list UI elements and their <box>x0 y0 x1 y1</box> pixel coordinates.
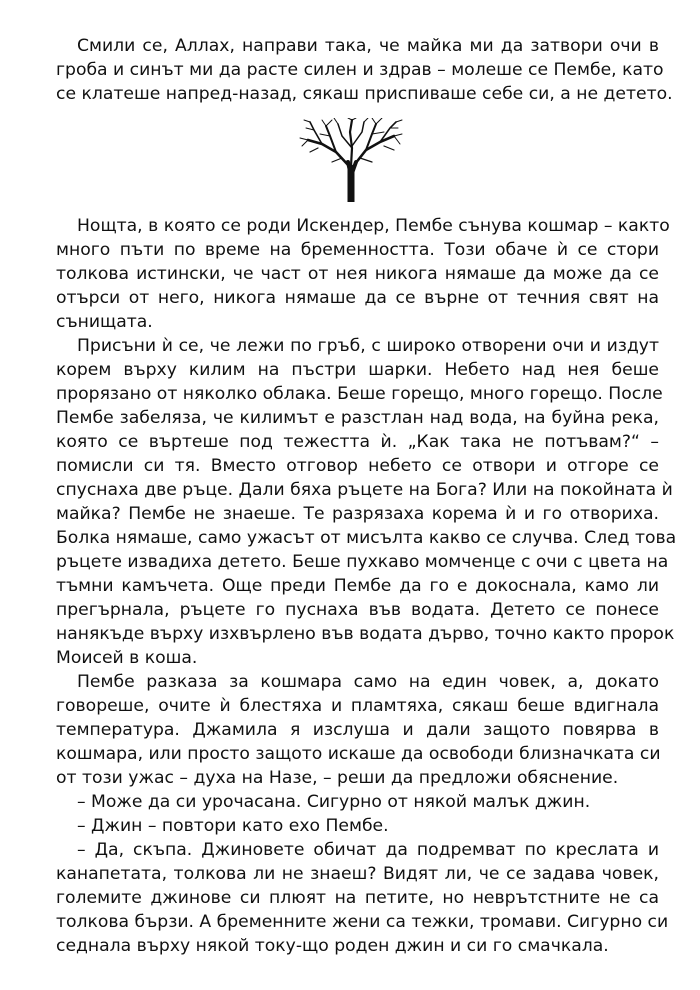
text-line: майка? Пембе не знаеше. Те разрязаха корема ѝ и го отвориха. <box>56 504 659 524</box>
opening-paragraph <box>56 34 673 106</box>
text-line: Моисей в коша. <box>56 648 198 668</box>
text-line: нанякъде върху изхвърлено във водата дърво, точно както пророк <box>56 624 675 644</box>
text-line: прегърнала, ръцете го пуснаха във водата. Детето се понесе <box>56 600 659 620</box>
dialogue-line: – Да, скъпа. Джиновете обичат да подремват по креслата и <box>77 840 659 860</box>
main-text <box>56 214 677 958</box>
text-line: от този ужас – духа на Назе, – реши да предложи обяснение. <box>56 768 619 788</box>
dialogue-line: – Джин – повтори като ехо Пембе. <box>77 816 389 836</box>
text-line: сънищата. <box>56 312 153 332</box>
text-line: големите джинове си плюят на петите, но неврътстните не са <box>56 888 659 908</box>
text-line: кошмара, или просто защото искаше да освободи близначката си <box>56 744 661 764</box>
text-line: седнала върху някой току-що роден джин и си го смачкала. <box>56 936 609 956</box>
text-line: тъмни камъчета. Още преди Пембе да го е докоснала, камо ли <box>56 576 659 596</box>
text-line: ръцете извадиха детето. Беше пухкаво момченце с очи с цвета на <box>56 552 669 572</box>
text-line: говореше, очите ѝ блестяха и пламтяха, сякаш беше вдигнала <box>56 696 659 716</box>
text-line: Пембе забеляза, че килимът е разстлан над вода, на буйна река, <box>56 408 659 428</box>
text-line: толкова бързи. А бременните жени са тежки, тромави. Сигурно си <box>56 912 669 932</box>
text-line: прорязано от няколко облака. Беше горещо, много горещо. После <box>56 384 663 404</box>
text-line: много пъти по време на бременността. Този обаче ѝ се стори <box>56 240 659 260</box>
text-line: Нощта, в която се роди Искендер, Пембе сънува кошмар – както <box>77 216 670 236</box>
bare-tree-icon <box>296 118 406 202</box>
text-line: спуснаха две ръце. Дали бяха ръцете на Бога? Или на покойната ѝ <box>56 480 673 500</box>
text-line: отърси от него, никога нямаше да се върне от течния свят на <box>56 288 659 308</box>
dialogue-line: – Може да си урочасана. Сигурно от някой малък джин. <box>77 792 591 812</box>
text-line: температура. Джамила я изслуша и дали защото повярва в <box>56 720 659 740</box>
text-line: гроба и синът ми да расте силен и здрав – молеше се Пембе, като <box>56 60 664 80</box>
text-line: толкова истински, че част от нея никога нямаше да може да се <box>56 264 659 284</box>
text-line: канапетата, толкова ли не знаеш? Видят ли, че се задава човек, <box>56 864 659 884</box>
text-line: Смили се, Аллах, направи така, че майка ми да затвори очи в <box>77 36 659 56</box>
text-line: Пембе разказа за кошмара само на един човек, а, докато <box>77 672 659 692</box>
text-line: се клатеше напред-назад, сякаш приспиваше себе си, а не детето. <box>56 84 673 104</box>
text-line: която се въртеше под тежестта ѝ. „Как така не потъвам?“ – <box>56 432 659 452</box>
text-line: помисли си тя. Вместо отговор небето се отвори и отгоре се <box>56 456 659 476</box>
text-line: корем върху килим на пъстри шарки. Небето над нея беше <box>56 360 659 380</box>
text-line: Присъни ѝ се, че лежи по гръб, с широко отворени очи и издут <box>77 336 659 356</box>
text-line: Болка нямаше, само ужасът от мисълта какво се случва. След това <box>56 528 677 548</box>
